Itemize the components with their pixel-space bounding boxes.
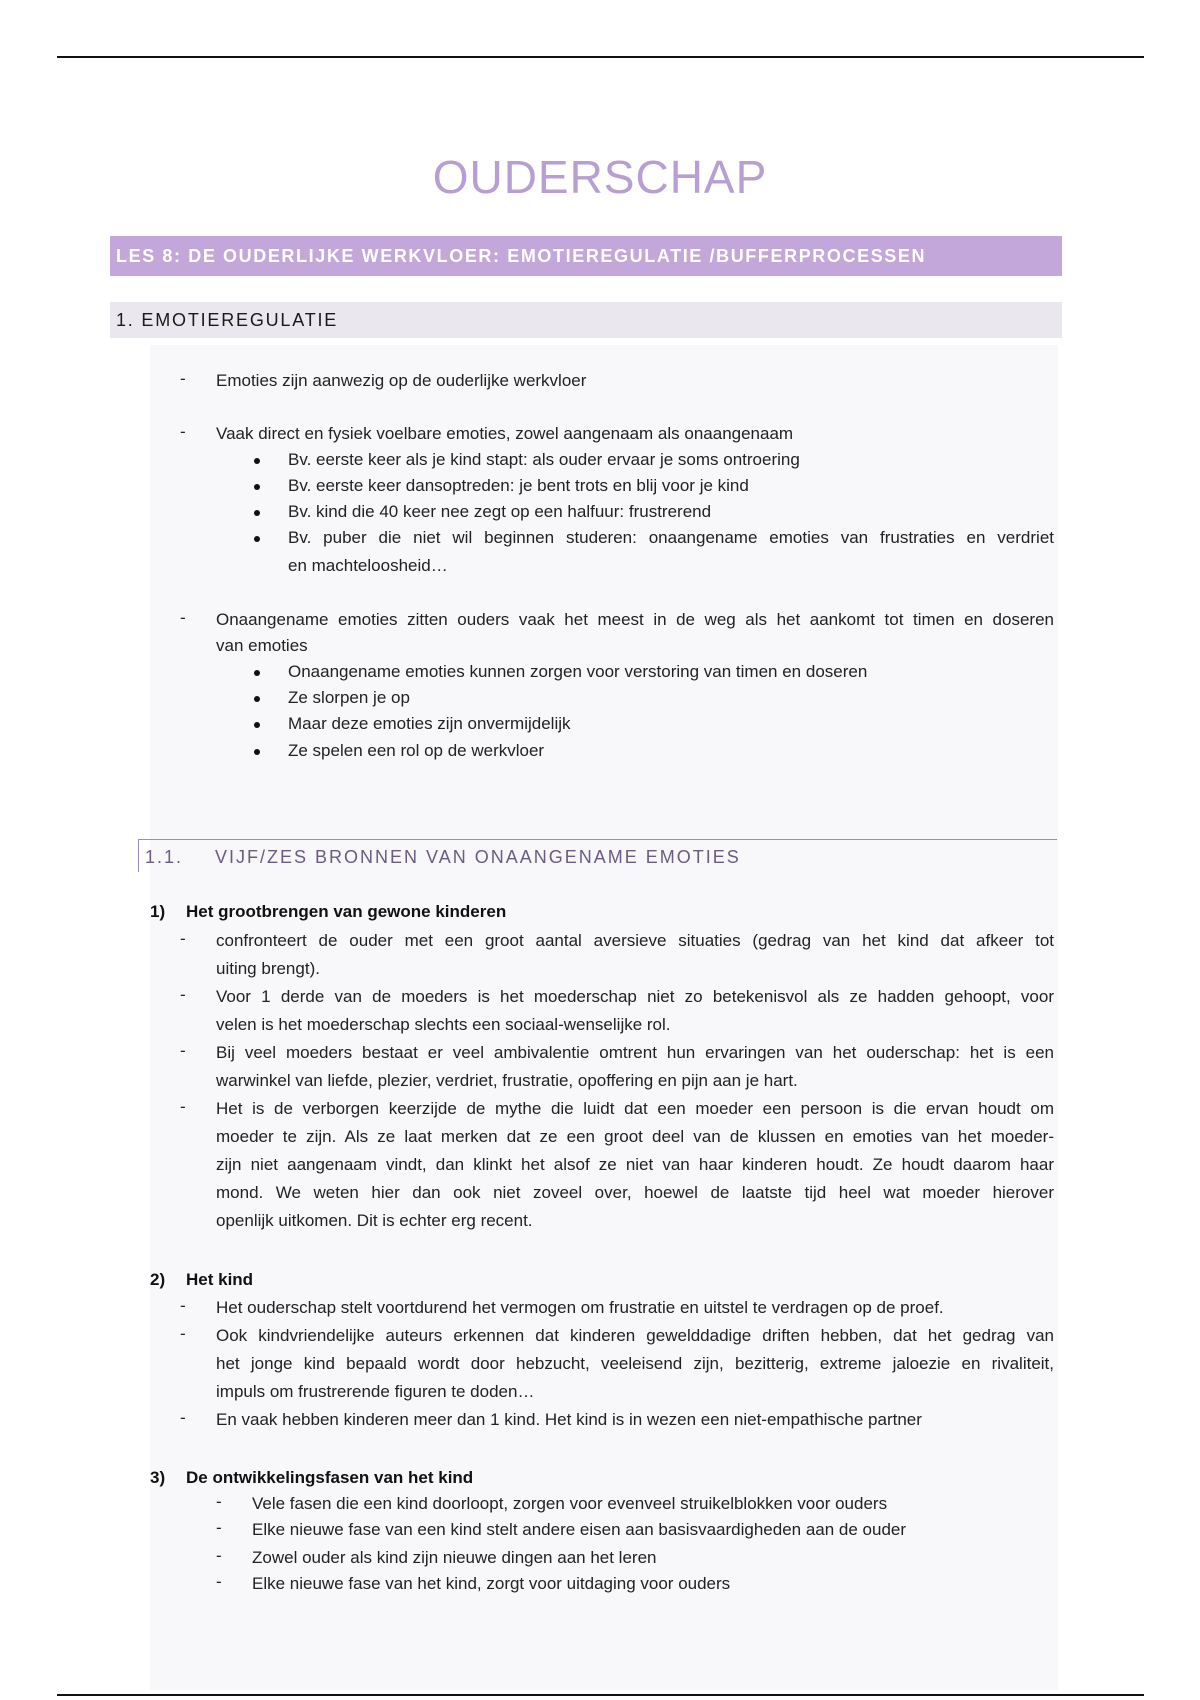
bullet-icon (254, 696, 260, 702)
list-item-continuation: warwinkel van liefde, plezier, verdriet, frustratie, opoffering en pijn aan je hart. (216, 1071, 798, 1090)
top-rule (57, 56, 1144, 58)
list-dash: - (216, 1518, 222, 1537)
subsection-heading (138, 839, 1057, 872)
list-item: Emoties zijn aanwezig op de ouderlijke werkvloer (216, 371, 587, 390)
source-number: 2) (150, 1270, 166, 1289)
list-item: Onaangename emoties zitten ouders vaak het meest in de weg als het aankomt tot timen en doseren (216, 610, 1054, 629)
list-item: confronteert de ouder met een groot aantal aversieve situaties (gedrag van het kind dat afkeer tot (216, 931, 1054, 950)
bullet-item: Bv. eerste keer dansoptreden: je bent trots en blij voor je kind (288, 476, 749, 495)
list-item-continuation: van emoties (216, 636, 308, 655)
list-item: Bij veel moeders bestaat er veel ambivalentie omtrent hun ervaringen van het ouderschap: het is een (216, 1043, 1054, 1062)
bullet-item: Bv. puber die niet wil beginnen studeren: onaangename emoties van frustraties en verdriet (288, 528, 1054, 547)
bullet-item: Maar deze emoties zijn onvermijdelijk (288, 714, 571, 733)
source-number: 1) (150, 902, 166, 921)
bullet-icon (254, 510, 260, 516)
bullet-icon (254, 749, 260, 755)
list-dash: - (180, 1324, 186, 1343)
source-number: 3) (150, 1468, 166, 1487)
list-item: Vaak direct en fysiek voelbare emoties, zowel aangenaam als onaangenaam (216, 424, 794, 443)
document-title: OUDERSCHAP (432, 151, 768, 203)
list-item: Vele fasen die een kind doorloopt, zorgen voor evenveel struikelblokken voor ouders (252, 1494, 888, 1513)
list-item-continuation: zijn niet aangenaam vindt, dan klinkt het alsof ze niet van haar kinderen houdt. Ze houdt daarom haar (216, 1155, 1054, 1174)
bottom-rule (57, 1694, 1144, 1696)
list-item-continuation: uiting brengt). (216, 959, 320, 978)
source-title: De ontwikkelingsfasen van het kind (186, 1468, 474, 1487)
bullet-item: Bv. kind die 40 keer nee zegt op een halfuur: frustrerend (288, 502, 712, 521)
list-item: Zowel ouder als kind zijn nieuwe dingen aan het leren (252, 1548, 657, 1567)
list-dash: - (216, 1492, 222, 1511)
list-dash: - (180, 369, 186, 388)
list-item: Voor 1 derde van de moeders is het moederschap niet zo betekenisvol als ze hadden gehoopt, voor (216, 987, 1054, 1006)
list-item: Elke nieuwe fase van het kind, zorgt voor uitdaging voor ouders (252, 1574, 731, 1593)
bullet-item: Ze slorpen je op (288, 688, 410, 707)
list-dash: - (180, 422, 186, 441)
list-dash: - (180, 1097, 186, 1116)
source-title: Het kind (186, 1270, 254, 1289)
lesson-heading: LES 8: DE OUDERLIJKE WERKVLOER: EMOTIEREGULATIE /BUFFERPROCESSEN (110, 236, 1062, 276)
list-dash: - (180, 929, 186, 948)
section-heading: 1. EMOTIEREGULATIE (110, 302, 1062, 338)
list-dash: - (180, 1296, 186, 1315)
bullet-icon (254, 484, 260, 490)
subsection-title: VIJF/ZES BRONNEN VAN ONAANGENAME EMOTIES (215, 847, 741, 867)
subsection-number: 1.1. (145, 847, 184, 867)
list-item-continuation: het jonge kind bepaald wordt door hebzucht, veeleisend zijn, bezitterig, extreme jaloezie en rivaliteit, (216, 1354, 1054, 1373)
list-item: En vaak hebben kinderen meer dan 1 kind. Het kind is in wezen een niet-empathische partner (216, 1410, 922, 1429)
list-dash: - (180, 1041, 186, 1060)
list-item-continuation: impuls om frustrerende figuren te doden… (216, 1382, 535, 1401)
list-dash: - (180, 1408, 186, 1427)
bullet-icon (254, 670, 260, 676)
bullet-item: Ze spelen een rol op de werkvloer (288, 741, 545, 760)
list-dash: - (180, 608, 186, 627)
list-dash: - (180, 985, 186, 1004)
list-item: Elke nieuwe fase van een kind stelt andere eisen aan basisvaardigheden aan de ouder (252, 1520, 907, 1539)
bullet-item: Bv. eerste keer als je kind stapt: als ouder ervaar je soms ontroering (288, 450, 800, 469)
list-dash: - (216, 1572, 222, 1591)
list-item: Het is de verborgen keerzijde de mythe die luidt dat een moeder een persoon is die ervan houdt om (216, 1099, 1054, 1118)
bullet-icon (254, 536, 260, 542)
list-dash: - (216, 1546, 222, 1565)
list-item: Ook kindvriendelijke auteurs erkennen dat kinderen gewelddadige driften hebben, dat het gedrag van (216, 1326, 1054, 1345)
list-item-continuation: moeder te zijn. Als ze laat merken dat ze een groot deel van de klussen en emoties van het moeder- (216, 1127, 1054, 1146)
list-item-continuation: openlijk uitkomen. Dit is echter erg recent. (216, 1211, 533, 1230)
list-item-continuation: mond. We weten hier dan ook niet zoveel over, hoewel de laatste tijd heel wat moeder hierover (216, 1183, 1054, 1202)
list-item: Het ouderschap stelt voortdurend het vermogen om frustratie en uitstel te verdragen op de proef. (216, 1298, 944, 1317)
bullet-icon (254, 722, 260, 728)
bullet-icon (254, 458, 260, 464)
source-title: Het grootbrengen van gewone kinderen (186, 902, 507, 921)
bullet-item-continuation: en machteloosheid… (288, 556, 448, 575)
list-item-continuation: velen is het moederschap slechts een sociaal-wenselijke rol. (216, 1015, 671, 1034)
bullet-item: Onaangename emoties kunnen zorgen voor verstoring van timen en doseren (288, 662, 868, 681)
